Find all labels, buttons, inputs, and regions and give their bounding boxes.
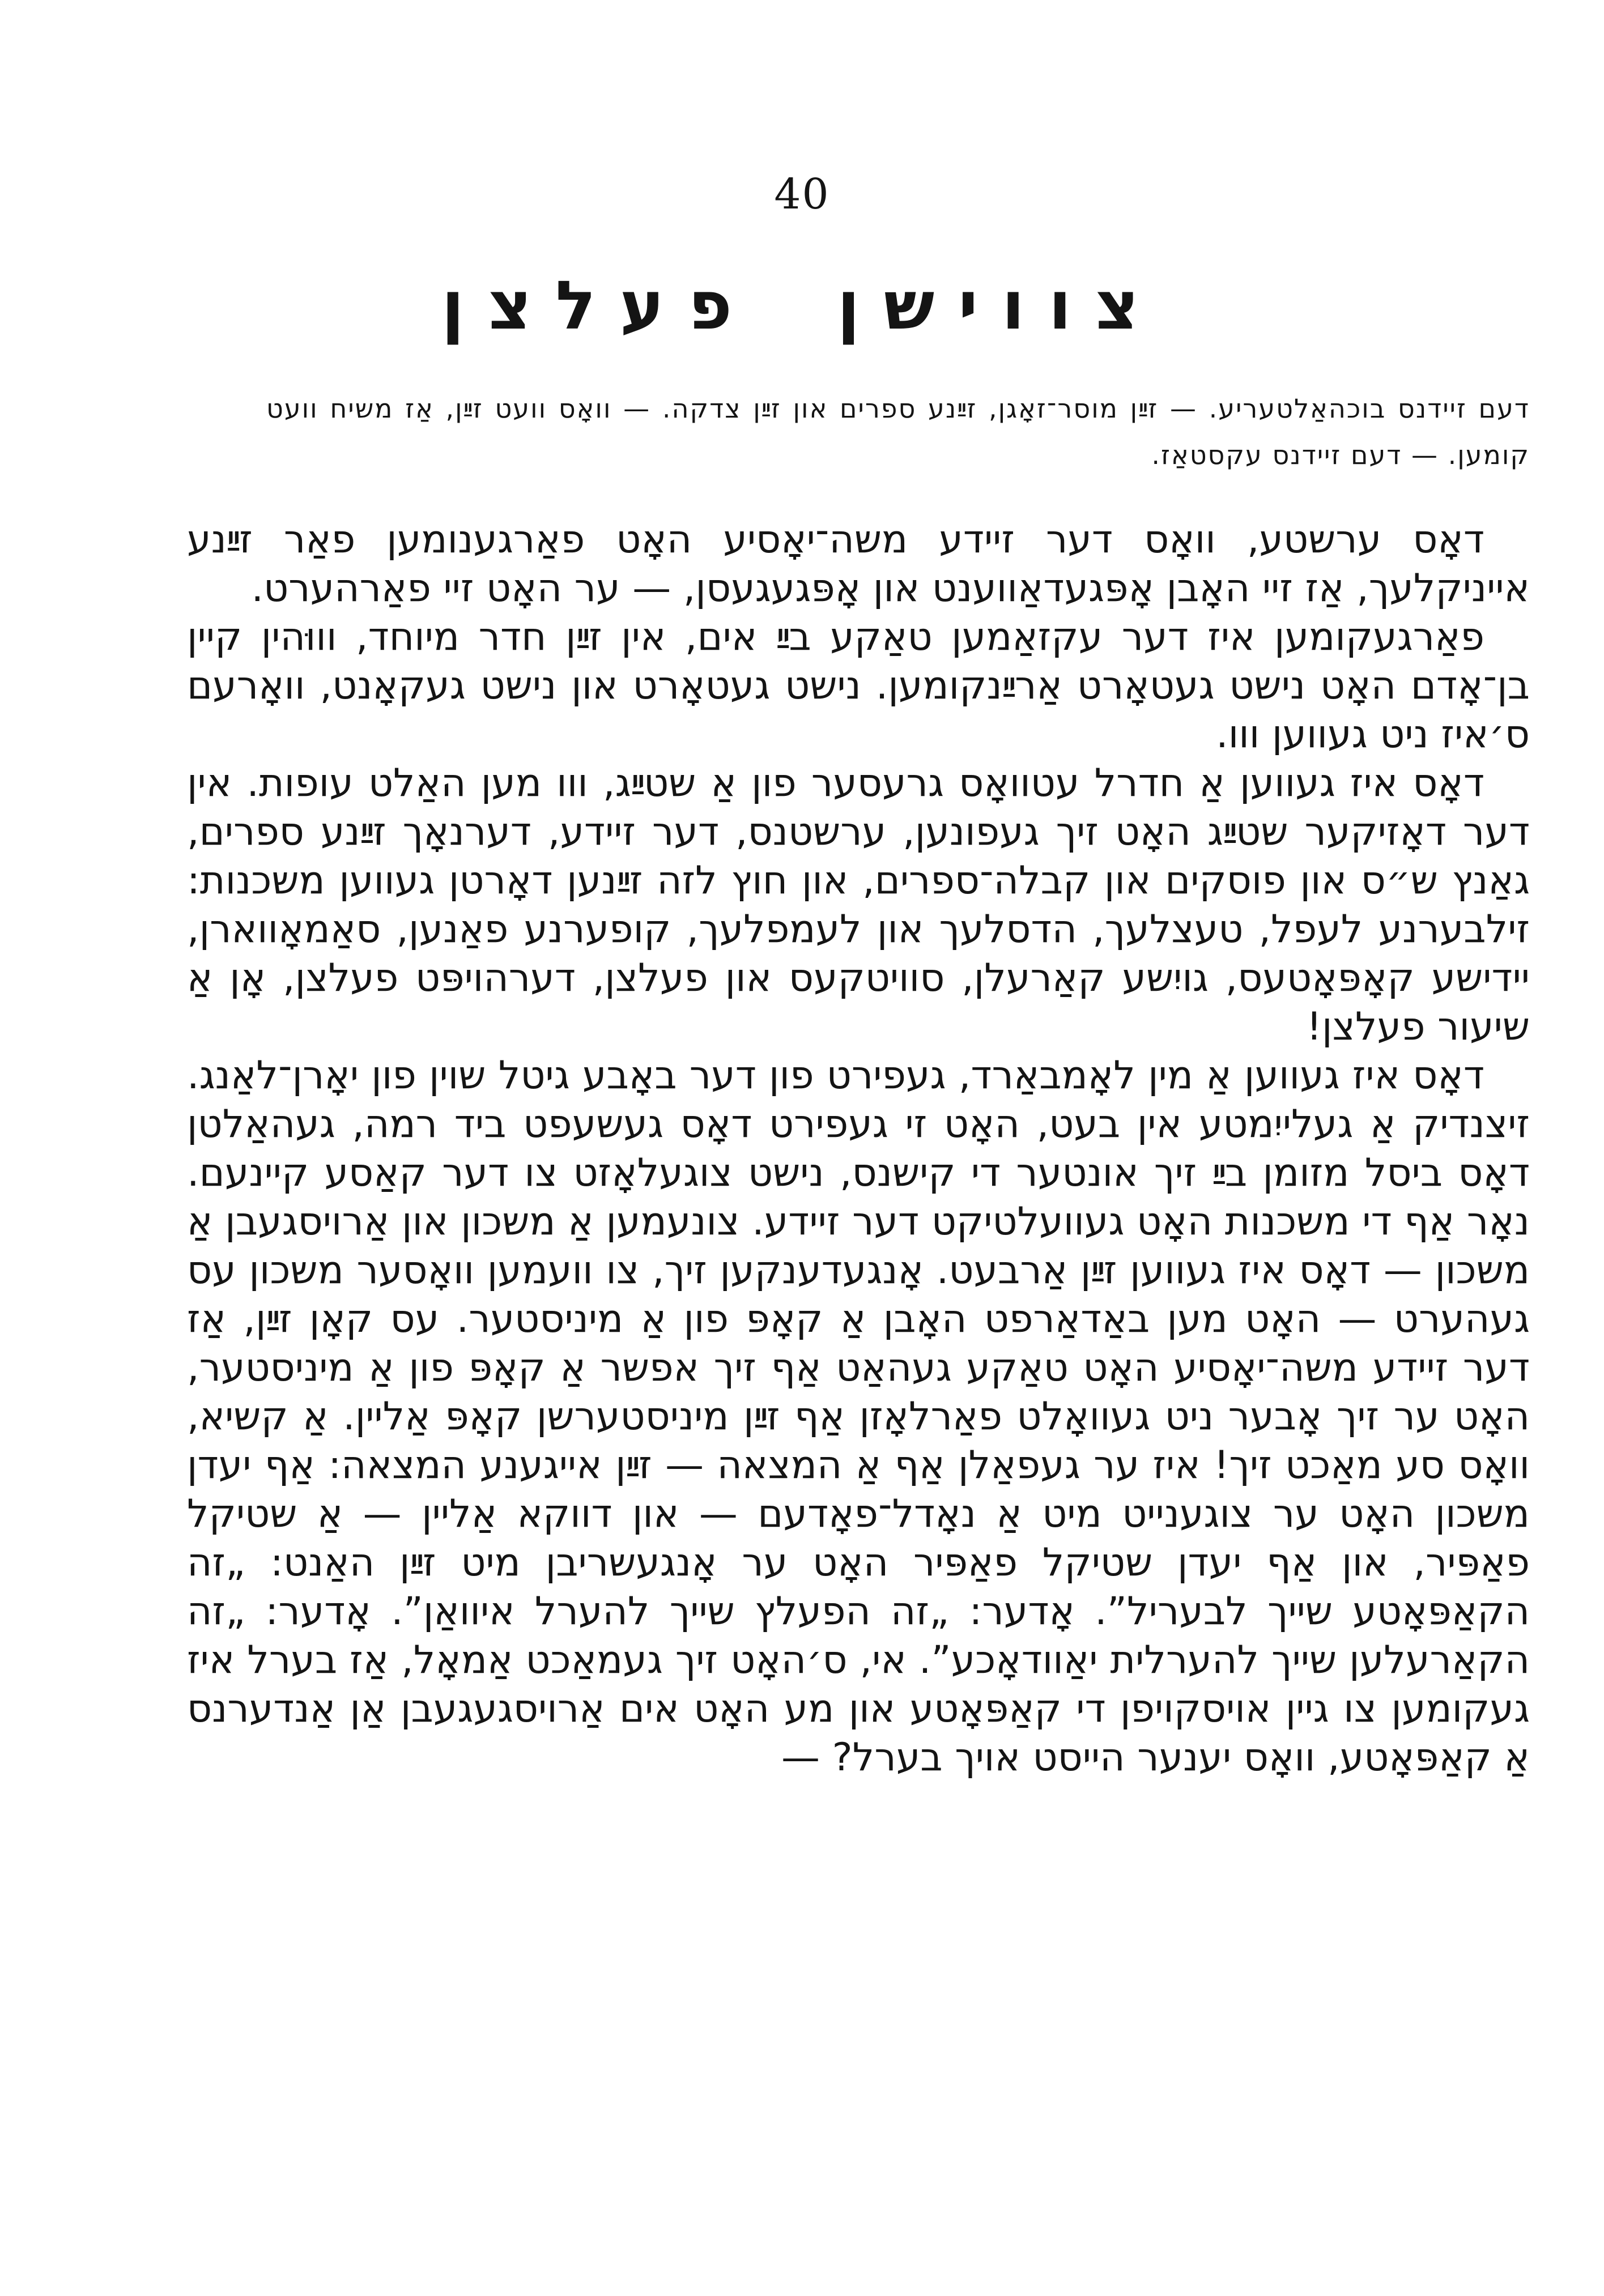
paragraph: דאָס ערשטע, וואָס דער זיידע משה־יאָסיע האָט פאַרגענומען פאַר זײַנע אייניקלעך, אַז זיי האָבן אָפּגעדאַווענט און אָפּגעגעסן, — ער האָט זיי פאַרהערט. — [187, 517, 1530, 611]
paragraph: דאָס איז געווען אַ מין לאָמבאַרד, געפירט פון דער באָבע גיטל שוין פון יאָרן־לאַנג. זיצנדיק אַ געלייִמטע אין בעט, האָט זי געפירט דאָס געשעפט ביד רמה, געהאַלטן דאָס ביסל מזומן בײַ זיך אונטער די קישנס, נישט צוגעלאָזט צו דער קאַסע קיינעם. נאָר אַף די משכנות האָט געוועלטיקט דער זיידע. צונעמען אַ משכון און אַרויסגעבן אַ משכון — דאָס איז געווען זײַן אַרבעט. אָנגעדענקען זיך, צו וועמען וואָסער משכון עס געהערט — האָט מען באַדאַרפט האָבן אַ קאָפּ פון אַ מיניסטער. עס קאָן זײַן, אַז דער זיידע משה־יאָסיע האָט טאַקע געהאַט אַף זיך אפשר אַ קאָפּ פון אַ מיניסטער, האָט ער זיך אָבער ניט געוואָלט פאַרלאָזן אַף זײַן מיניסטערשן קאָפּ אַליין. אַ קשיא, וואָס סע מאַכט זיך! איז ער געפאַלן אַף אַ המצאה — זײַן אייגענע המצאה: אַף יעדן משכון האָט ער צוגענייט מיט אַ נאָדל־פאָדעם — און דווקא אַליין — אַ שטיקל פאַפּיר, און אַף יעדן שטיקל פאַפּיר האָט ער אָנגעשריבן מיט זײַן האַנט: „זה הקאַפּאָטע שייך לבעריל”. אָדער: „זה הפעלץ שייך להערל איוואַן”. אָדער: „זה הקאַרעלען שייך להערלית יאַוודאָכע”. אי, ס׳האָט זיך געמאַכט אַמאָל, אַז בערל איז געקומען צו גיין אויסקויפן די קאַפּאָטע און מע האָט אים אַרויסגעגעבן אַן אַנדערנס אַ קאַפּאָטע, וואָס יענער הייסט אויך בערל? — — [187, 1053, 1530, 1780]
paragraph: דאָס איז געווען אַ חדרל עטוואָס גרעסער פון אַ שטײַג, ווו מען האַלט עופות. אין דער דאָזיקער שטײַג האָט זיך געפונען, ערשטנס, דער זיידע, דערנאָך זײַנע ספרים, גאַנץ ש״ס און פוסקים און קבלה־ספרים, און חוץ לזה זײַנען דאָרטן געווען משכנות: זילבערנע לעפל, טעצלעך, הדסלעך און לעמפלעך, קופערנע פאַנען, סאַמאָווארן, יידישע קאָפּאָטעס, גויִשע קאַרעלן, סוויטקעס און פעלצן, דערהויפּט פעלצן, אָן אַ שיעור פעלצן! — [187, 761, 1530, 1049]
paragraph: פאַרגעקומען איז דער עקזאַמען טאַקע בײַ אים, אין זײַן חדר מיוחד, וווּהין קיין בן־אָדם האָט נישט געטאָרט אַרײַנקומען. נישט געטאָרט און נישט געקאָנט, וואָרעם ס׳איז ניט געווען ווו. — [187, 615, 1530, 757]
body-text — [187, 516, 1530, 1782]
chapter-title: צווישן פעלצן — [441, 266, 1163, 344]
chapter-summary: דעם זיידנס בוכהאַלטעריע. — זײַן מוסר־זאָגן, זײַנע ספרים און זײַן צדקה. — וואָס וועט זײַן, אַז משיח וועט קומען. — דעם זיידנס עקסטאַז. — [266, 393, 1530, 470]
page-number: 40 — [774, 170, 830, 219]
